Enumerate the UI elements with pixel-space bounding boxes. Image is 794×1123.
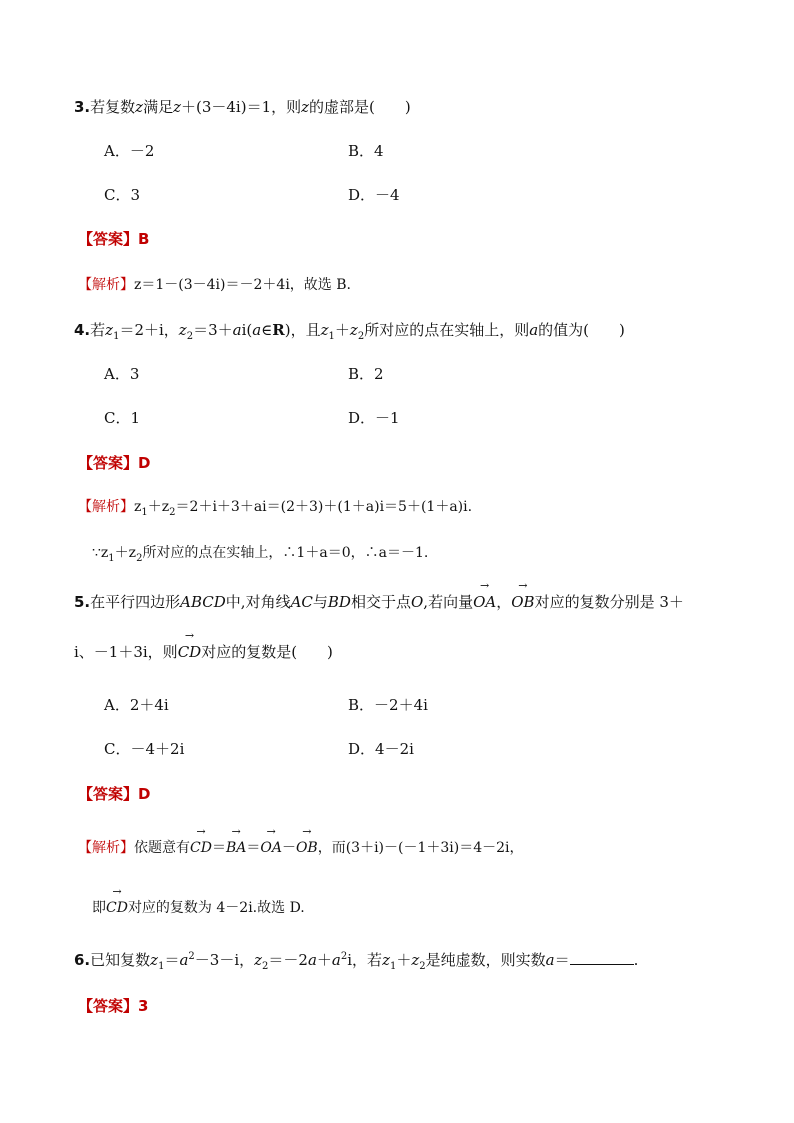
q3-number: 3. xyxy=(74,98,91,116)
q5-option-a: A．2＋4i xyxy=(104,696,169,714)
q3-var: z xyxy=(301,98,310,116)
q6-text: ＝ xyxy=(164,951,180,969)
q5-text: ， xyxy=(496,593,512,611)
q5-text: 对应的复数是( ) xyxy=(201,643,333,661)
q4-explanation-1 xyxy=(78,497,472,517)
q3-stem xyxy=(74,97,411,117)
q4-sub: 2 xyxy=(186,331,194,342)
vector-oa: → OA xyxy=(473,592,496,612)
explanation-label: 【解析】 xyxy=(78,840,134,856)
vector-ba: → BA xyxy=(226,838,246,858)
answer-label: 【答案】 xyxy=(78,230,139,248)
explanation-text: ＋z xyxy=(147,499,170,515)
q6-var: z xyxy=(411,951,420,969)
vector-cd: → CD xyxy=(106,898,128,918)
q5-text: i、－1＋3i，则 xyxy=(74,643,178,661)
answer-label: 【答案】 xyxy=(78,785,139,803)
q5-text: 与 xyxy=(312,593,328,611)
q5-var: BD xyxy=(327,593,351,611)
q4-var: z xyxy=(105,321,114,339)
q6-text: 已知复数 xyxy=(90,951,151,969)
q6-text: ＋ xyxy=(396,951,412,969)
q6-sub: 2 xyxy=(262,961,269,972)
q6-sub: 2 xyxy=(419,961,426,972)
explanation-text: ，而(3＋i)－(－1＋3i)＝4－2i， xyxy=(317,840,524,856)
q5-text: 相交于点 xyxy=(350,593,411,611)
q5-var: O xyxy=(410,593,424,611)
q4-var: a xyxy=(232,321,242,339)
q5-text: 对应的复数分别是 3＋ xyxy=(534,593,684,611)
q6-text: ＋ xyxy=(316,951,332,969)
q6-sup: 2 xyxy=(340,951,348,962)
q5-answer xyxy=(78,784,150,804)
q5-explanation-1 xyxy=(78,838,524,858)
vector-oa: → OA xyxy=(260,838,282,858)
q4-text: ∈ xyxy=(261,321,273,339)
q5-option-d: D．4－2i xyxy=(348,740,414,758)
q4-text: )，且 xyxy=(284,321,321,339)
q5-stem-line-1 xyxy=(74,592,684,612)
q4-sub: 1 xyxy=(328,331,335,342)
explanation-text: ＝2＋i＋3＋ai＝(2＋3)＋(1＋a)i＝5＋(1＋a)i. xyxy=(175,499,473,515)
q4-var: z xyxy=(349,321,358,339)
q6-var: a xyxy=(331,951,341,969)
q6-var: z xyxy=(150,951,159,969)
q3-answer xyxy=(78,229,149,249)
explanation-text: z＝1－(3－4i)＝－2＋4i，故选 B. xyxy=(134,277,351,293)
q5-option-c: C．－4＋2i xyxy=(104,740,185,758)
q4-text: ＋ xyxy=(334,321,350,339)
q6-text: ＝－2 xyxy=(268,951,308,969)
q6-number: 6. xyxy=(74,951,91,969)
q5-var: ABCD xyxy=(180,593,226,611)
vector-cd: → CD xyxy=(178,642,202,662)
q4-sub: 2 xyxy=(136,552,143,564)
q5-var: AC xyxy=(290,593,313,611)
q6-var: a xyxy=(545,951,555,969)
q4-sub: 1 xyxy=(141,506,148,518)
q6-text: －3－i， xyxy=(194,951,255,969)
explanation-text: ＋z xyxy=(114,545,137,561)
q4-sub: 1 xyxy=(113,331,120,342)
q6-text: ＝ xyxy=(554,951,570,969)
explanation-text: 依题意有 xyxy=(134,840,190,856)
answer-label: 【答案】 xyxy=(78,997,139,1015)
q6-var: a xyxy=(307,951,317,969)
q4-var: a xyxy=(252,321,262,339)
answer-value: D xyxy=(138,454,151,472)
explanation-label: 【解析】 xyxy=(78,499,134,515)
q3-text: 若复数 xyxy=(90,98,136,116)
vector-ob: → OB xyxy=(296,838,318,858)
q4-var: z xyxy=(320,321,329,339)
q4-answer xyxy=(78,453,150,473)
vector-ob: → OB xyxy=(511,592,534,612)
q6-sub: 1 xyxy=(389,961,397,972)
answer-value: D xyxy=(138,785,151,803)
q4-option-b: B．2 xyxy=(348,365,384,383)
q4-stem xyxy=(74,320,625,340)
q3-var: z xyxy=(173,98,181,116)
explanation-text: ＝ xyxy=(211,840,226,856)
answer-blank[interactable] xyxy=(570,950,634,965)
explanation-text: ∵z xyxy=(92,545,109,561)
q6-stem xyxy=(74,950,638,970)
q3-text: ＋(3－4i)＝1，则 xyxy=(180,98,302,116)
q3-option-d: D．－4 xyxy=(348,186,400,204)
q4-sub: 2 xyxy=(357,331,365,342)
q4-sub: 2 xyxy=(169,506,176,518)
q4-text: ＝2＋i， xyxy=(119,321,179,339)
q4-text: 的值为( ) xyxy=(538,321,625,339)
q6-sub: 1 xyxy=(158,961,165,972)
q3-explanation xyxy=(78,275,351,295)
q4-text: 所对应的点在实轴上，则 xyxy=(364,321,530,339)
q6-var: a xyxy=(179,951,189,969)
q4-real-set: R xyxy=(272,321,285,339)
explanation-text: － xyxy=(281,840,296,856)
q3-text: 的虚部是( ) xyxy=(309,98,411,116)
answer-value: 3 xyxy=(138,997,149,1015)
q3-var: z xyxy=(135,98,144,116)
q4-sub: 1 xyxy=(108,552,115,564)
q4-text: 若 xyxy=(90,321,106,339)
q4-var: z xyxy=(178,321,187,339)
answer-label: 【答案】 xyxy=(78,454,139,472)
q6-text: i，若 xyxy=(347,951,383,969)
q6-var: z xyxy=(254,951,263,969)
q5-text: 中,对角线 xyxy=(225,593,291,611)
explanation-text: 对应的复数为 4－2i.故选 D. xyxy=(127,900,305,916)
q5-text: 在平行四边形 xyxy=(90,593,181,611)
q4-explanation-2 xyxy=(92,543,428,563)
q4-text: i( xyxy=(241,321,253,339)
q5-option-b: B．－2＋4i xyxy=(348,696,428,714)
q4-text: ＝3＋ xyxy=(193,321,233,339)
q5-number: 5. xyxy=(74,593,91,611)
q6-text: . xyxy=(633,951,639,969)
q6-var: z xyxy=(382,951,390,969)
explanation-text: 所对应的点在实轴上，∴1＋a＝0，∴a＝－1. xyxy=(142,545,429,561)
q3-option-a: A．－2 xyxy=(104,142,155,160)
q6-text: 是纯虚数，则实数 xyxy=(425,951,546,969)
q6-answer xyxy=(78,996,148,1016)
explanation-text: 即 xyxy=(92,900,106,916)
explanation-text: z xyxy=(134,499,142,515)
q4-option-c: C．1 xyxy=(104,409,141,427)
q5-stem-line-2 xyxy=(74,642,333,662)
q4-var: a xyxy=(529,321,539,339)
q5-text: ,若向量 xyxy=(423,593,474,611)
q3-text: 满足 xyxy=(143,98,174,116)
q5-explanation-2 xyxy=(92,898,305,918)
explanation-label: 【解析】 xyxy=(78,277,134,293)
q3-option-b: B．4 xyxy=(348,142,384,160)
q4-number: 4. xyxy=(74,321,91,339)
vector-cd: → CD xyxy=(190,838,212,858)
q3-option-c: C．3 xyxy=(104,186,141,204)
q4-option-a: A．3 xyxy=(104,365,140,383)
answer-value: B xyxy=(138,230,150,248)
q6-sup: 2 xyxy=(188,951,195,962)
q4-option-d: D．－1 xyxy=(348,409,400,427)
explanation-text: ＝ xyxy=(246,840,261,856)
